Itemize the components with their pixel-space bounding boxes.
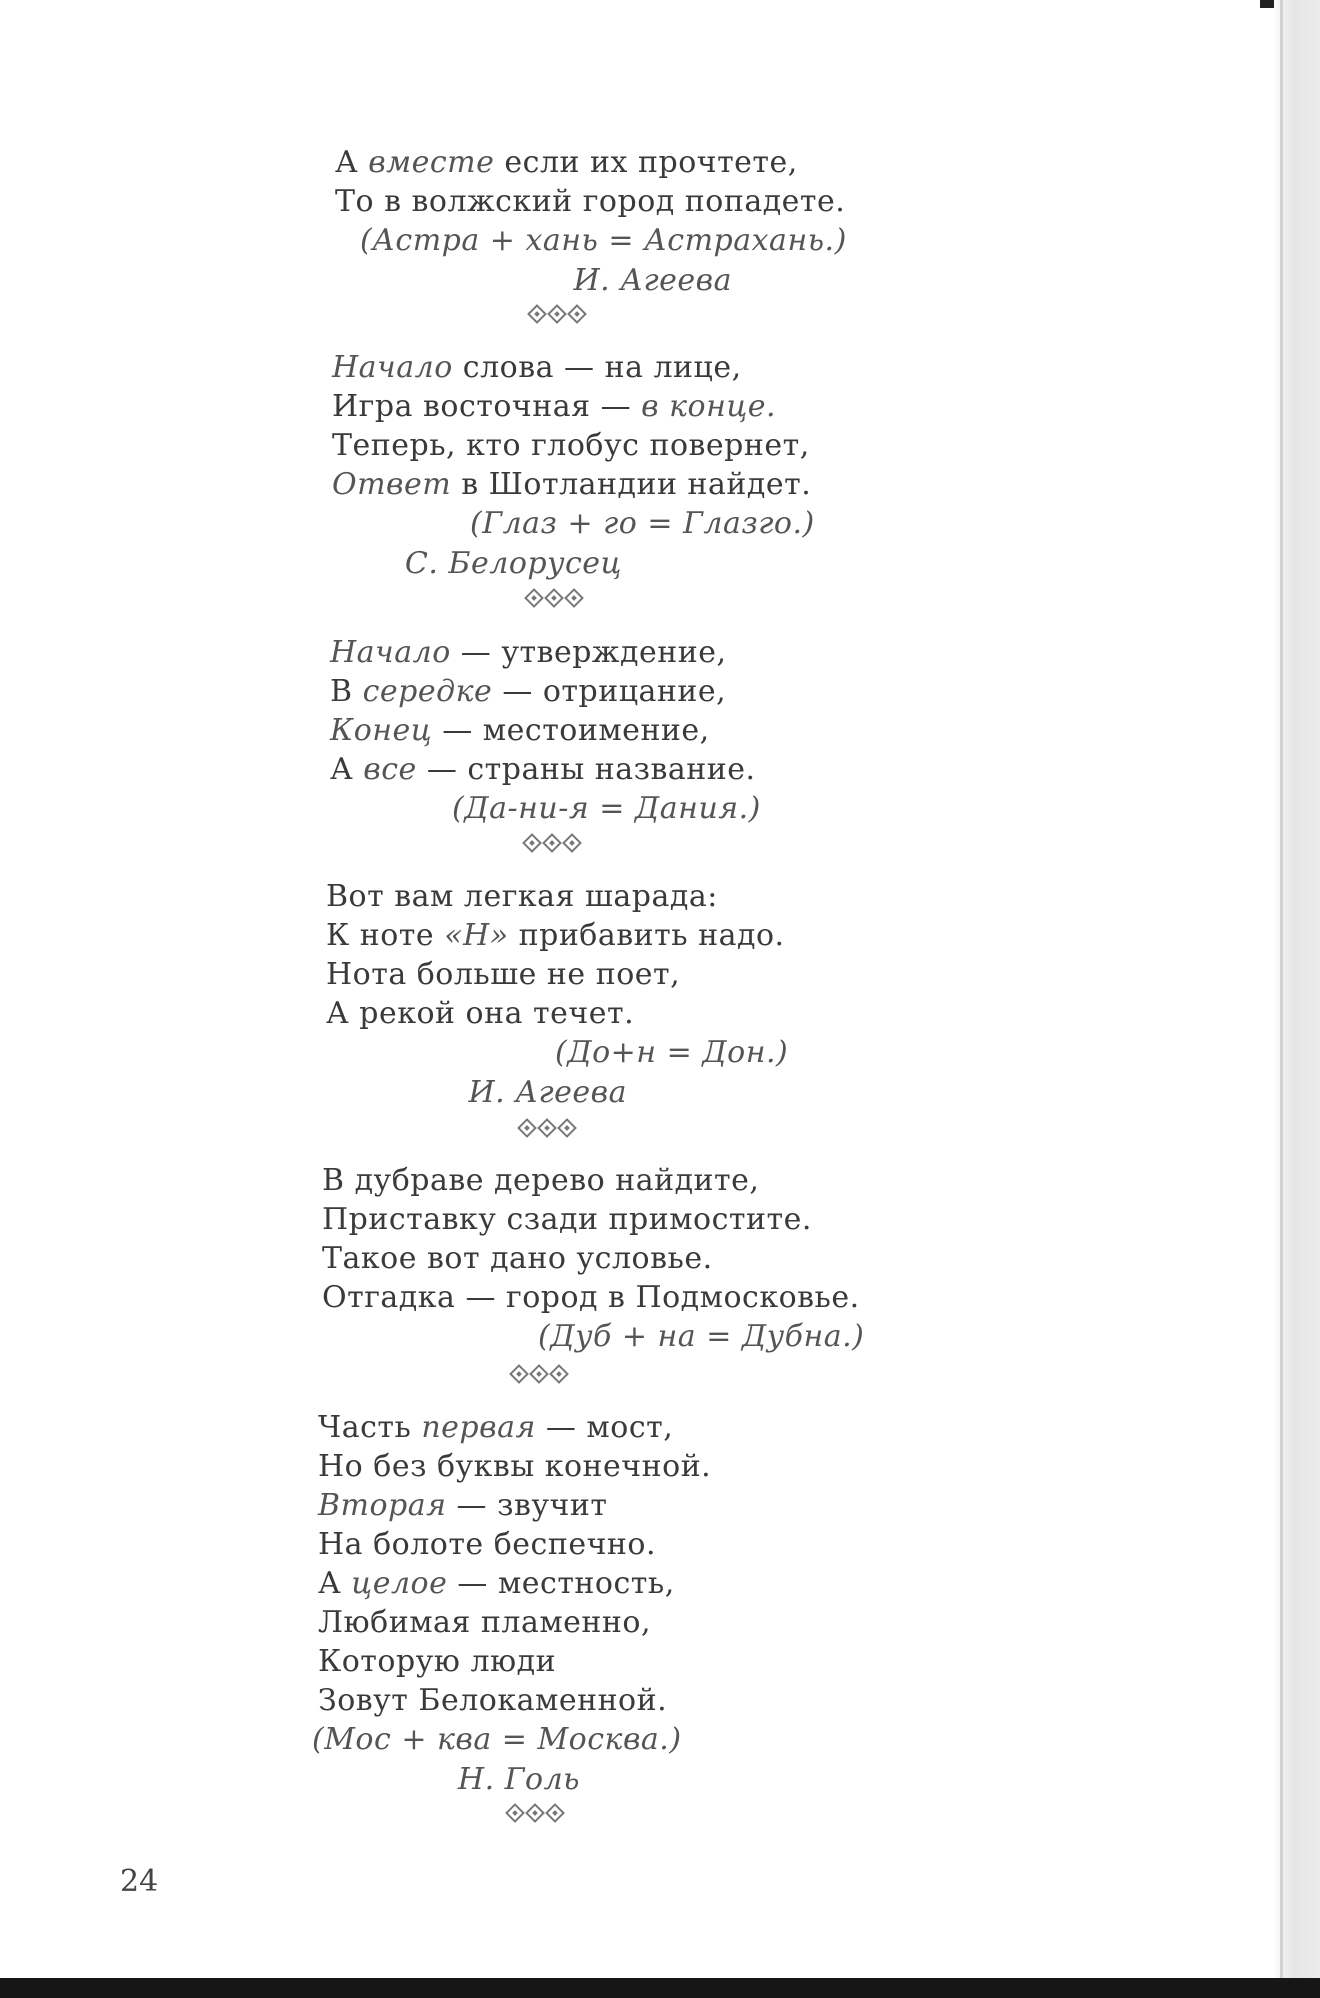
line-text: если их прочтете, [494,145,798,180]
line-text: — мост, [535,1410,674,1445]
author-name: Н. Голь [457,1762,580,1797]
poem-line [318,1605,651,1641]
poem-line [322,1202,812,1238]
emphasized-word: Конец [330,713,433,748]
line-text: Игра восточная — [332,389,642,424]
poem-line [326,996,634,1032]
diamond-icon [557,1118,577,1138]
diamond-icon [509,1364,529,1384]
riddle-answer: (Дуб + на = Дубна.) [538,1319,865,1354]
line-text: — утверждение, [450,635,727,670]
line-text: А [330,752,364,787]
line-text: А [335,145,369,180]
diamond-icon [549,1364,569,1384]
riddle-answer: (Да-ни-я = Дания.) [452,791,761,826]
line-text: В дубраве дерево найдите, [322,1163,760,1198]
poem-line [332,428,810,464]
poem-line [318,1527,656,1563]
poem-line [318,1644,556,1680]
line-text: Которую люди [318,1644,557,1679]
diamond-icon [547,304,567,324]
diamond-icon [564,588,584,608]
section-divider-ornament [512,1367,566,1381]
poem-line [330,752,756,788]
emphasized-word: Начало [332,350,453,385]
diamond-icon [542,833,562,853]
section-divider-ornament [508,1806,562,1820]
line-text: А [318,1566,352,1601]
page-number: 24 [120,1864,159,1899]
emphasized-word: Вторая [318,1488,447,1523]
line-text: Нота больше не поет, [326,957,681,992]
page-edge-right [1274,0,1320,1998]
author-name: С. Белорусец [404,546,622,581]
line-text: Приставку сзади примостите. [322,1202,812,1237]
poem-line [335,145,798,181]
line-text: Вот вам легкая шарада: [326,879,718,914]
riddle-answer: (До+н = Дон.) [555,1035,789,1070]
poem-line [322,1280,860,1316]
line-text: прибавить надо. [508,918,785,953]
poem-line [330,635,727,671]
emphasized-word: целое [351,1566,448,1601]
diamond-icon [562,833,582,853]
line-text: К ноте [326,918,445,953]
diamond-icon [524,588,544,608]
poem-line [322,1241,713,1277]
line-text: На болоте беспечно. [318,1527,657,1562]
diamond-icon [522,833,542,853]
line-text: В [330,674,363,709]
line-text: слова — на лице, [452,350,742,385]
line-text: Часть [318,1410,422,1445]
diamond-icon [527,304,547,324]
line-text: в Шотландии найдет. [451,467,812,502]
emphasized-word: первая [421,1410,536,1445]
line-text: Любимая пламенно, [318,1605,652,1640]
emphasized-word: вместе [368,145,495,180]
section-divider-ornament [520,1121,574,1135]
emphasized-word: середке [362,674,493,709]
diamond-icon [525,1803,545,1823]
riddle-answer: (Астра + хань = Астрахань.) [360,223,847,258]
section-divider-ornament [530,307,584,321]
line-text: — местность, [447,1566,675,1601]
poem-line [326,957,680,993]
author-name: И. Агеева [573,263,732,298]
poem-line [318,1488,607,1524]
line-text: То в волжский город попадете. [335,184,846,219]
riddle-answer: (Мос + ква = Москва.) [312,1722,682,1757]
emphasized-word: «Н» [444,918,509,953]
diamond-icon [517,1118,537,1138]
line-text: — страны название. [416,752,756,787]
poem-line [326,879,718,915]
poem-line [318,1449,711,1485]
author-name: И. Агеева [468,1075,627,1110]
line-text: Но без буквы конечной. [318,1449,712,1484]
line-text: Зовут Белокаменной. [318,1683,668,1718]
page-edge-bottom [0,1978,1320,1998]
line-text: — звучит [446,1488,608,1523]
poem-line [335,184,845,220]
poem-line [326,918,785,954]
line-text: Отгадка — город в Подмосковье. [322,1280,860,1315]
poem-line [330,713,710,749]
diamond-icon [505,1803,525,1823]
line-text: — отрицание, [492,674,727,709]
poem-line [318,1410,673,1446]
line-text: — местоимение, [432,713,710,748]
emphasized-word: в конце. [641,389,777,424]
diamond-icon [544,588,564,608]
riddle-answer: (Глаз + го = Глазго.) [470,506,815,541]
poem-line [332,350,742,386]
emphasized-word: Начало [330,635,451,670]
line-text: Такое вот дано условье. [322,1241,713,1276]
diamond-icon [567,304,587,324]
poem-line [330,674,726,710]
diamond-icon [545,1803,565,1823]
emphasized-word: Ответ [332,467,452,502]
poem-line [318,1566,675,1602]
poem-line [332,467,811,503]
emphasized-word: все [363,752,417,787]
line-text: Теперь, кто глобус повернет, [332,428,810,463]
poem-line [318,1683,667,1719]
diamond-icon [529,1364,549,1384]
section-divider-ornament [527,591,581,605]
line-text: А рекой она течет. [326,996,635,1031]
section-divider-ornament [525,836,579,850]
poem-line [332,389,776,425]
diamond-icon [537,1118,557,1138]
poem-line [322,1163,759,1199]
